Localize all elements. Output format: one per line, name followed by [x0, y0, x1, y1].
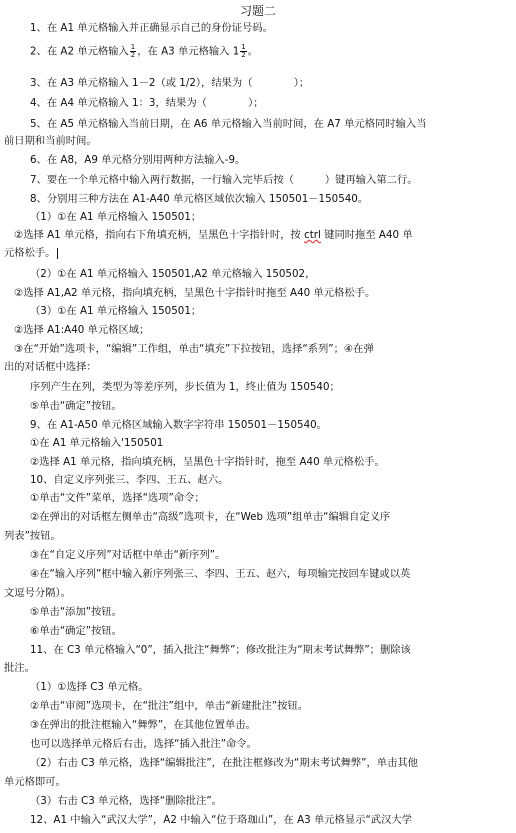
page-title: 习题二 — [239, 4, 276, 18]
text-line: ③在弹出的批注框输入“舞弊”，在其他位置单击。 — [30, 719, 256, 731]
text-line: 6、在 A8，A9 单元格分别用两种方法输入-9。 — [30, 154, 246, 166]
text-line: ③在“开始”选项卡，“编辑”工作组，单击“填充”下拉按钮，选择“系列”；④在弹 — [14, 343, 374, 355]
text-line: 也可以选择单元格后右击，选择“插入批注”命令。 — [30, 738, 257, 750]
text-line: ②选择 A1 单元格，指向填充柄，呈黑色十字指针时，拖至 A40 单元格松手。 — [30, 456, 385, 468]
text-line: 前日期和当前时间。 — [4, 135, 97, 147]
text-line-with-cursor: 元格松手。 — [0, 247, 516, 260]
text-cursor — [57, 248, 58, 259]
text-line: ④在“输入序列”框中输入新序列张三、李四、王五、赵六，每项输完按回车键或以英 — [30, 568, 411, 580]
text-line: ⑤单击“添加”按钮。 — [30, 606, 122, 618]
text-line: （2）右击 C3 单元格，选择“编辑批注”，在批注框修改为“期末考试舞弊”，单击其他 — [30, 757, 418, 769]
text-line-ctrl: ②选择 A1 单元格，指向右下角填充柄，呈黑色十字指针时，按 ctrl 键同时拖至 A40 单 — [14, 229, 413, 241]
text-line: 序列产生在列，类型为等差序列，步长值为 1，终止值为 150540； — [30, 381, 340, 393]
fraction-one-half: $\frac{1}{2}$ — [130, 43, 136, 59]
text-line: ②选择 A1:A40 单元格区域； — [14, 324, 150, 336]
text-line: 3、在 A3 单元格输入 1－2（或 1/2），结果为（ ）； — [30, 77, 310, 89]
text-line: 出的对话框中选择： — [4, 361, 97, 373]
text-line: 文逗号分隔）。 — [4, 587, 71, 599]
text-line: 4、在 A4 单元格输入 1：3，结果为（ ）； — [30, 97, 264, 109]
text-line: 1、在 A1 单元格输入并正确显示自己的身份证号码。 — [30, 22, 273, 34]
text-line: ③在“自定义序列”对话框中单击“新序列”。 — [30, 549, 226, 561]
text-line: 7、要在一个单元格中输入两行数据，一行输入完毕后按（ ）键再输入第二行。 — [30, 174, 418, 186]
text-line: （3）右击 C3 单元格，选择“删除批注”。 — [30, 795, 222, 807]
text-line: 5、在 A5 单元格输入当前日期，在 A6 单元格输入当前时间，在 A7 单元格同时输入当 — [30, 118, 427, 130]
text-line: 11、在 C3 单元格输入“0”，插入批注“舞弊”；修改批注为“期末考试舞弊”；删除该 — [30, 644, 411, 656]
text-line: ⑤单击“确定”按钮。 — [30, 400, 122, 412]
text-line: 列表”按钮。 — [4, 530, 61, 542]
text-line: 单元格即可。 — [4, 776, 66, 788]
text-line: ①在 A1 单元格输入'150501 — [30, 437, 164, 449]
text-line: （1）①选择 C3 单元格。 — [30, 681, 149, 693]
text-line: （3）①在 A1 单元格输入 150501； — [30, 305, 202, 317]
text-line: 12、A1 中输入“武汉大学”，A2 中输入“位于珞珈山”，在 A3 单元格显示“武汉大学 — [30, 814, 412, 826]
text-line: ②单击“审阅”选项卡，在“批注”组中，单击“新建批注”按钮。 — [30, 700, 309, 712]
text-line: 8、分别用三种方法在 A1-A40 单元格区域依次输入 150501－150540。 — [30, 193, 369, 205]
ctrl-key-text: ctrl — [304, 229, 321, 241]
text-line: ⑥单击“确定”按钮。 — [30, 625, 122, 637]
text-line: ①单击“文件”菜单，选择“选项”命令； — [30, 492, 205, 504]
text-line: （2）①在 A1 单元格输入 150501,A2 单元格输入 150502， — [30, 268, 316, 280]
text-line-fractions: 2、在 A2 单元格输入 $\frac{1}{2}$ ，在 A3 单元格输入 1 $\frac{1}{2}$ 。 — [30, 43, 259, 59]
text-line: 9、在 A1-A50 单元格区域输入数字字符串 150501－150540。 — [30, 419, 327, 431]
fraction-one-half-mixed: $\frac{1}{2}$ — [241, 43, 246, 59]
text-line: 10、自定义序列张三、李四、王五、赵六。 — [30, 474, 229, 486]
text-line: ②在弹出的对话框左侧单击“高级”选项卡，在“Web 选项”组单击“编辑自定义序 — [30, 511, 391, 523]
text-line: ②选择 A1,A2 单元格，指向填充柄，呈黑色十字指针时拖至 A40 单元格松手。 — [14, 287, 376, 299]
text-line: 批注。 — [4, 662, 35, 674]
text-line: （1）①在 A1 单元格输入 150501； — [30, 211, 202, 223]
